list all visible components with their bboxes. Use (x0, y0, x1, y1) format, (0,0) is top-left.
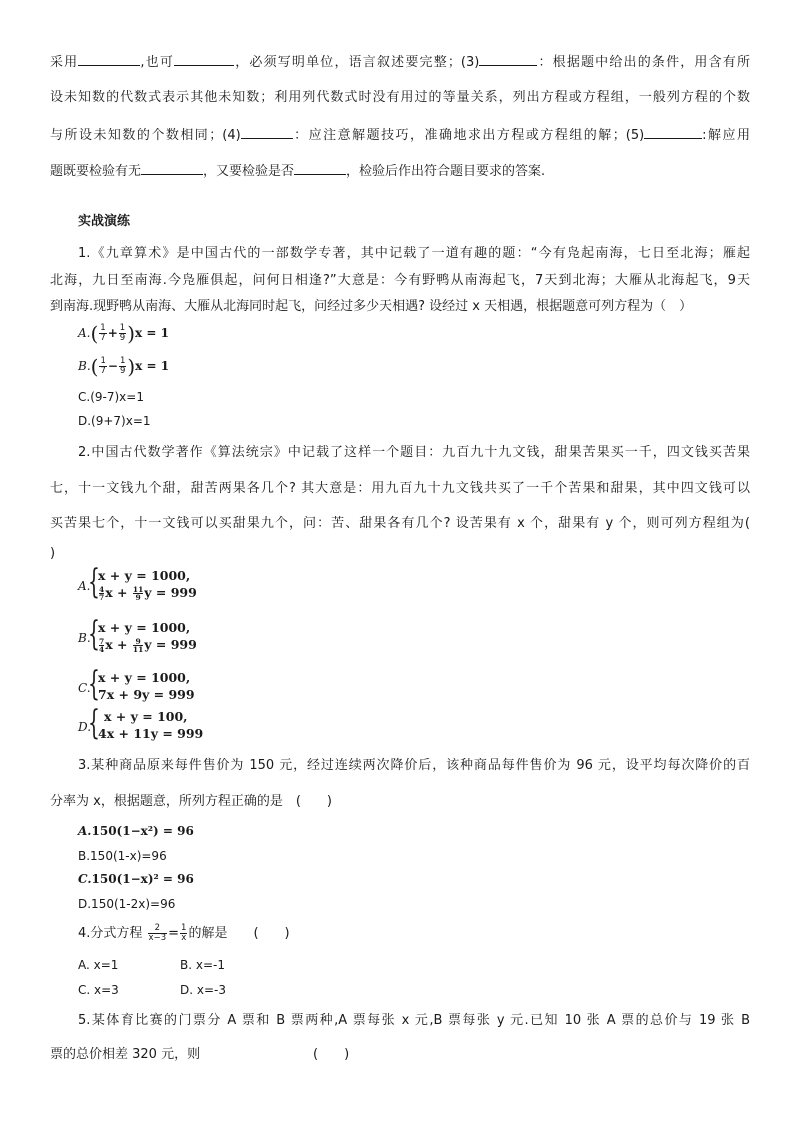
paren-close: ) (127, 321, 136, 346)
q4-text: 的解是 ( ) (188, 926, 290, 941)
equation-2: 4x + 11y = 999 (98, 726, 204, 741)
intro-line-4 (50, 161, 750, 181)
q3-option-a (78, 822, 194, 840)
q2-line-1: 2.中国古代数学著作《算法统宗》中记载了这样一个题目：九百九十九文钱，甜果苦果买一千，四文钱买苦果 (78, 445, 750, 460)
option-label: B. (78, 359, 91, 373)
q4-line (78, 922, 778, 946)
q1-option-d: D.(9+7)x=1 (78, 414, 151, 428)
intro-text: ：根据题中给出的条件，用含有所 (537, 55, 750, 70)
q5-line-2: 票的总价相差 320 元，则 (50, 1047, 201, 1062)
equation-1: x + y = 100, (104, 709, 188, 724)
paren-close: ) (127, 354, 136, 379)
fraction: $\frac{9}{11}$ (132, 636, 144, 654)
q5-answer-paren: ( ) (313, 1047, 350, 1062)
intro-text: 与所设未知数的个数相同；(4) (50, 128, 241, 143)
q2-line-3: 买苦果七个，十一文钱可以买甜果九个，问：苦、甜果各有几个? 设苦果有 x 个，甜果有 y 个，则可列方程组为( (50, 516, 750, 531)
equation-2: $\frac{4}{7}$ x + $\frac{11}{9}$ y = 999 (99, 584, 197, 602)
intro-text: ，又要检验是否 (203, 164, 295, 179)
blank (78, 52, 140, 66)
option-label: C. (78, 872, 92, 886)
intro-text: 采用 (50, 55, 79, 70)
intro-line-3 (50, 125, 750, 145)
blank (174, 52, 234, 66)
q4-option-d: D. x=-3 (180, 983, 226, 997)
equation-tail: x = 1 (135, 326, 169, 340)
q4-option-a: A. x=1 (78, 958, 119, 972)
intro-line-1 (50, 52, 750, 72)
operator: + (107, 326, 118, 340)
intro-text: ,也可 (140, 55, 175, 70)
q3-option-c (78, 870, 194, 888)
q4-text: 4.分式方程 (78, 926, 143, 941)
option-label: A. (78, 579, 91, 593)
q1-option-c: C.(9-7)x=1 (78, 390, 144, 404)
equation-tail: x = 1 (135, 359, 170, 373)
q1-option-a (78, 320, 169, 347)
q2-line-2: 七，十一文钱九个甜，甜苦两果各几个? 其大意是：用九百九十九文钱共买了一千个苦果和甜果，其中四文钱可以 (50, 481, 750, 496)
equation-1: x + y = 1000, (98, 670, 191, 685)
q4-option-c: C. x=3 (78, 983, 119, 997)
blank (294, 161, 346, 175)
system-brace: { (88, 703, 100, 743)
fraction: $\frac{1}{x}$ (181, 923, 187, 943)
blank (141, 161, 203, 175)
fraction: $\frac{1}{7}$ (100, 356, 106, 376)
fraction: $\frac{4}{7}$ (99, 584, 105, 602)
equals-sign: = (168, 926, 180, 941)
equation-1: x + y = 1000, (98, 620, 191, 635)
q3-line-1: 3.某种商品原来每件售价为 150 元，经过连续两次降价后，该种商品每件售价为 96 元，设平均每次降价的百 (78, 758, 750, 773)
fraction: $\frac{11}{9}$ (132, 584, 144, 602)
q2-line-4: ) (50, 546, 56, 561)
equation: 150(1−x)² = 96 (91, 872, 194, 886)
option-label: C. (78, 681, 91, 695)
equation-2: $\frac{7}{4}$ x + $\frac{9}{11}$ y = 999 (99, 636, 197, 654)
blank (479, 52, 537, 66)
system-brace: { (88, 614, 100, 654)
option-label: A. (78, 824, 92, 838)
blank (241, 125, 293, 139)
q1-line-3: 到南海.现野鸭从南海、大雁从北海同时起飞，问经过多少天相遇? 设经过 x 天相遇，根据题意可列方程为（ ） (50, 299, 693, 314)
paren-open: ( (90, 321, 99, 346)
equation: 150(1−x²) = 96 (91, 824, 194, 838)
equation-1: x + y = 1000, (98, 568, 191, 583)
intro-text: ，检验后作出符合题目要求的答案. (346, 164, 546, 179)
option-label: B. (78, 631, 91, 645)
intro-text: 题既要检验有无 (50, 164, 142, 179)
q1-option-b (78, 353, 169, 380)
blank (644, 125, 702, 139)
paren-open: ( (90, 354, 99, 379)
option-label: A. (78, 326, 91, 340)
q3-line-2: 分率为 x，根据题意，所列方程正确的是 ( ) (50, 794, 332, 809)
intro-text: ，必须写明单位，语言叙述要完整；(3) (234, 55, 480, 70)
system-brace: { (88, 664, 100, 704)
q3-option-d: D.150(1-2x)=96 (78, 897, 176, 911)
system-brace: { (88, 562, 100, 602)
q1-line-1: 1.《九章算术》是中国古代的一部数学专著，其中记载了一道有趣的题：“今有凫起南海，七日至北海；雁起 (78, 246, 750, 261)
q3-option-b: B.150(1-x)=96 (78, 849, 167, 863)
intro-line-2: 设未知数的代数式表示其他未知数；利用列代数式时没有用过的等量关系，列出方程或方程组，一般列方程的个数 (50, 90, 750, 105)
q1-line-2: 北海，九日至南海.今凫雁俱起，问何日相逢?”大意是：今有野鸭从南海起飞，7天到北海；大雁从北海起飞，9天 (50, 273, 750, 288)
fraction: $\frac{2}{x-3}$ (148, 923, 167, 943)
intro-text: ：应注意解题技巧，准确地求出方程或方程组的解；(5) (292, 128, 645, 143)
fraction: $\frac{1}{7}$ (100, 323, 106, 343)
fraction: $\frac{1}{9}$ (119, 323, 126, 343)
section-title: 实战演练 (78, 214, 131, 229)
fraction: $\frac{7}{4}$ (99, 636, 105, 654)
intro-text: :解应用 (702, 128, 750, 143)
q4-option-b: B. x=-1 (180, 958, 225, 972)
equation-2: 7x + 9y = 999 (98, 687, 195, 702)
operator: − (107, 359, 118, 373)
q5-line-1: 5.某体育比赛的门票分 A 票和 B 票两种,A 票每张 x 元,B 票每张 y 元.已知 10 张 A 票的总价与 19 张 B (78, 1013, 750, 1028)
fraction: $\frac{1}{9}$ (119, 356, 126, 376)
option-label: D. (78, 720, 92, 734)
